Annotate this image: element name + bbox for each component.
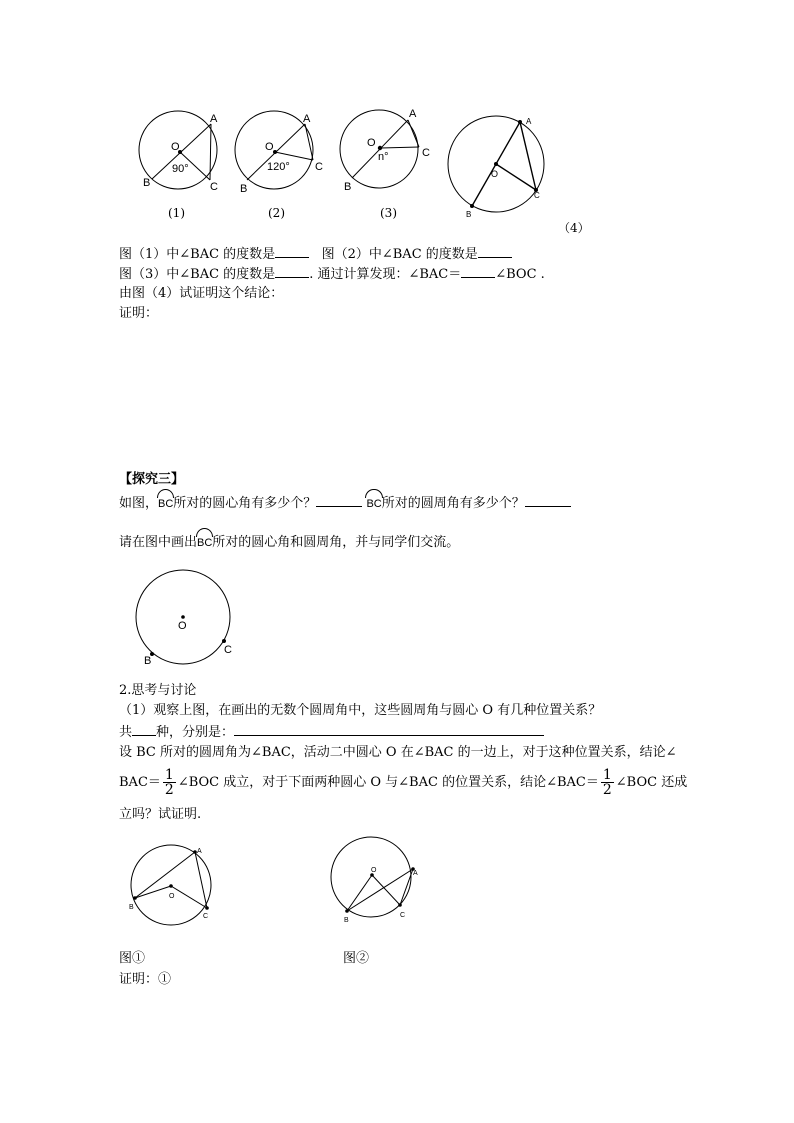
- fig2-label-o: O: [265, 141, 274, 153]
- e3-line2a: 请在图中画出: [119, 535, 198, 550]
- p4a: BAC＝: [119, 775, 161, 790]
- figB-label-b: B: [344, 917, 349, 924]
- fig1-label-angle: 90°: [172, 163, 189, 175]
- e3-line1a: 如图，: [119, 496, 159, 511]
- fig3-label-b: B: [344, 181, 352, 193]
- answer-blank-ratio[interactable]: [461, 264, 495, 278]
- fig4-label-a: A: [526, 117, 532, 126]
- figA-label-a: A: [197, 848, 202, 855]
- answer-blank-fig2[interactable]: [478, 244, 512, 258]
- arc-bc-label-1: BC: [158, 495, 173, 513]
- figB-label-o: O: [371, 867, 377, 874]
- figure-2: [225, 100, 325, 200]
- q1a-text: 图（1）中∠BAC 的度数是: [119, 247, 276, 262]
- answer-blank-fig1[interactable]: [275, 244, 309, 258]
- e3-label-o: O: [178, 620, 187, 632]
- discussion-p5: 立吗？试证明.: [119, 807, 202, 822]
- p2b: 种，分别是：: [156, 725, 235, 740]
- discussion-p4: [119, 768, 687, 798]
- answer-blank-relations[interactable]: [234, 722, 544, 736]
- q4-text: 证明：: [119, 306, 159, 321]
- figA-label-c: C: [203, 913, 209, 920]
- fig2-label-b: B: [240, 183, 248, 195]
- explore3-line-2: [119, 534, 459, 552]
- fig1-label-a: A: [210, 113, 218, 125]
- e3-label-c: C: [224, 644, 232, 656]
- e3-line1c: 所对的圆周角有多少个？: [381, 496, 525, 511]
- discussion-p2: [119, 722, 544, 742]
- fraction-half-2: [601, 768, 614, 797]
- fig2-label-a: A: [303, 113, 311, 125]
- fraction-half-1: [163, 768, 176, 797]
- figA-caption: 图①: [119, 951, 146, 966]
- figure-1: [130, 100, 230, 200]
- proof-start: 证明：①: [119, 972, 172, 987]
- fig2-label-c: C: [315, 161, 323, 173]
- fig3-label-c: C: [422, 147, 430, 159]
- q2b-text: . 通过计算发现：∠BAC＝: [309, 267, 462, 282]
- figB-label-c: C: [400, 912, 406, 919]
- figure-3: [330, 100, 440, 200]
- arc-bc-label-3: BC: [197, 534, 212, 552]
- frac2-den: 2: [602, 782, 612, 798]
- figure-4: [440, 110, 560, 220]
- e3-line2b: 所对的圆心角和圆周角，并与同学们交流。: [212, 535, 460, 550]
- p4c: ∠BOC 还成: [615, 775, 688, 790]
- q1b-text: 图（2）中∠BAC 的度数是: [321, 247, 478, 262]
- discussion-p3: 设 BC 所对的圆周角为∠BAC，活动二中圆心 O 在∠BAC 的一边上，对于这种位置关系，结论∠: [119, 745, 677, 760]
- fig3-label-o: O: [367, 137, 376, 149]
- fig2-label-angle: 120°: [267, 161, 290, 173]
- frac1-num: 1: [164, 767, 174, 783]
- explore3-circle-figure: [130, 570, 240, 670]
- fig1-label-c: C: [210, 181, 218, 193]
- q2a-text: 图（3）中∠BAC 的度数是: [119, 267, 276, 282]
- question-line-2: [119, 264, 545, 284]
- fig3-label-a: A: [409, 108, 417, 120]
- fig4-label-c: C: [534, 191, 540, 200]
- fig4-caption: （4）: [558, 221, 590, 235]
- answer-blank-central[interactable]: [316, 493, 362, 507]
- arc-bc-label-2: BC: [366, 495, 381, 513]
- frac1-den: 2: [164, 782, 174, 798]
- discussion-p1: （1）观察上图，在画出的无数个圆周角中，这些圆周角与圆心 O 有几种位置关系？: [119, 703, 602, 718]
- figB-caption: 图②: [343, 951, 370, 966]
- figA-label-o: O: [169, 893, 175, 900]
- e3-line1b: 所对的圆心角有多少个？: [173, 496, 317, 511]
- figB-label-a: A: [413, 870, 418, 877]
- answer-blank-inscribed[interactable]: [525, 493, 571, 507]
- fig1-label-b: B: [143, 177, 151, 189]
- fig4-label-b: B: [466, 210, 472, 219]
- discussion-title: 2.思考与讨论: [119, 683, 197, 698]
- explore3-line-1: [119, 493, 571, 513]
- fig3-label-angle: n°: [378, 151, 389, 163]
- answer-blank-fig3[interactable]: [275, 264, 309, 278]
- explore3-heading: 【探究三】: [119, 472, 185, 487]
- question-line-1: [119, 244, 512, 264]
- frac2-num: 1: [602, 767, 612, 783]
- figA-label-b: B: [129, 904, 134, 911]
- figure-circle-1: [125, 840, 225, 930]
- p4b: ∠BOC 成立，对于下面两种圆心 O 与∠BAC 的位置关系，结论∠BAC＝: [177, 775, 599, 790]
- figure-circle-2: [325, 835, 425, 925]
- fig2-caption: (2): [268, 206, 285, 220]
- q3-text: 由图（4）试证明这个结论：: [119, 286, 284, 301]
- answer-blank-count[interactable]: [132, 722, 156, 736]
- fig3-caption: (3): [380, 206, 397, 220]
- e3-label-b: B: [144, 655, 152, 667]
- fig1-caption: (1): [168, 206, 185, 220]
- q2c-text: ∠BOC .: [495, 267, 545, 282]
- p2a: 共: [119, 725, 133, 740]
- fig1-label-o: O: [171, 141, 180, 153]
- fig4-label-o: O: [491, 169, 499, 179]
